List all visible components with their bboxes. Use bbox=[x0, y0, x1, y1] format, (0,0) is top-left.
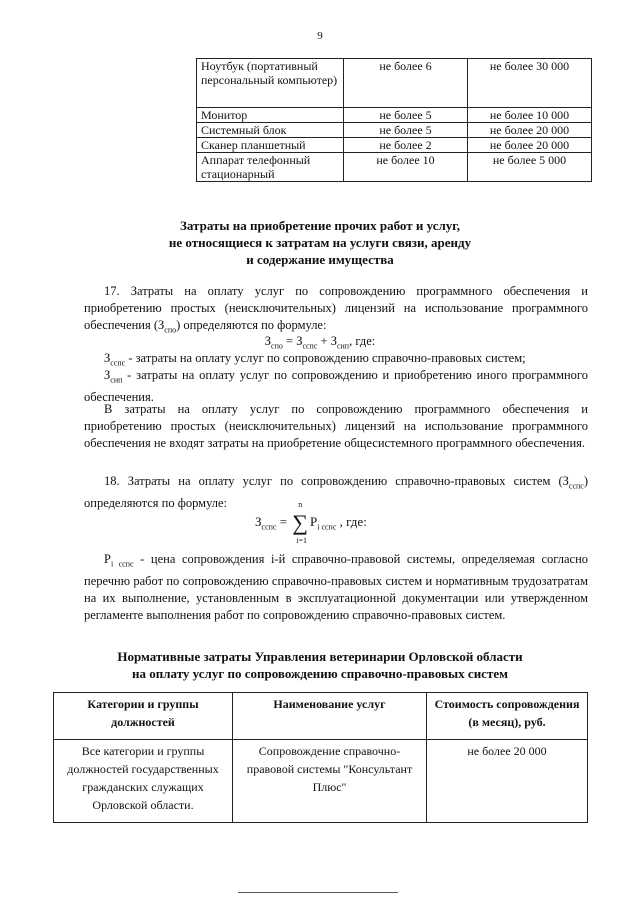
definition-price: $P_{i сспс}$ - цена сопровождения i-й справочно-правовой системы, определяемая согласно перечню работ по сопровождению справочно-правовых систем и нормативным трудозатратам на их выполнение, установленным в эксплуатационной документации или утвержденном регламенте выполнения работ по сопровождению справочно-правовых систем. bbox=[84, 552, 589, 622]
definition-sspc: $З_{сспс}$ - затраты на оплату услуг по сопровождению справочно-правовых систем; bbox=[104, 351, 526, 368]
section-title-line: и содержание имущества bbox=[246, 252, 394, 267]
column-header: Наименование услуг bbox=[233, 693, 427, 740]
equipment-price: не более 30 000 bbox=[468, 59, 592, 108]
formula-spo: $З_{спо} = З_{сспс} + З_{сип}$, где: bbox=[264, 334, 376, 351]
equipment-table bbox=[196, 58, 592, 182]
formula-sspc: $З_{сспс}$ = ∑ n i=1 $P_{i сспс}$ , где: bbox=[255, 500, 367, 545]
sum-icon: ∑ n i=1 bbox=[292, 500, 308, 545]
column-header: Категории и группы должностей bbox=[54, 693, 233, 740]
section-title-line: Нормативные затраты Управления ветеринарии Орловской области bbox=[117, 649, 523, 664]
equipment-name: Ноутбук (портативный персональный компьютер) bbox=[197, 59, 344, 108]
section-title-line: на оплату услуг по сопровождению справочно-правовых систем bbox=[132, 666, 508, 681]
section-title-other-services bbox=[0, 217, 640, 268]
page-number: 9 bbox=[317, 30, 323, 42]
table-row bbox=[197, 108, 592, 123]
table-cell: не более 20 000 bbox=[427, 740, 588, 823]
equipment-qty: не более 6 bbox=[344, 59, 468, 108]
table-row bbox=[54, 740, 588, 823]
equipment-price: не более 5 000 bbox=[468, 153, 592, 182]
section-title-line: не относящиеся к затратам на услуги связи, аренду bbox=[168, 235, 472, 250]
table-header-row bbox=[54, 693, 588, 740]
equipment-price: не более 10 000 bbox=[468, 108, 592, 123]
table-cell: Сопровождение справочно-правовой системы "Консультант Плюс" bbox=[233, 740, 427, 823]
paragraph-17: 17. Затраты на оплату услуг по сопровождению программного обеспечения и приобретению простых (неисключительных) лицензий на использование программного обеспечения $(З_{спо})$ определяются по формуле: bbox=[84, 284, 588, 335]
equipment-qty: не более 5 bbox=[344, 108, 468, 123]
table-row bbox=[197, 138, 592, 153]
definition-sip: $З_{сип}$ - затраты на оплату услуг по сопровождению и приобретению иного программного обеспечения. bbox=[84, 368, 588, 404]
equipment-price: не более 20 000 bbox=[468, 123, 592, 138]
column-header: Стоимость сопровождения (в месяц), руб. bbox=[427, 693, 588, 740]
equipment-price: не более 20 000 bbox=[468, 138, 592, 153]
equipment-name: Сканер планшетный bbox=[197, 138, 344, 153]
table-row bbox=[197, 123, 592, 138]
footer-divider bbox=[238, 892, 398, 893]
paragraph-18: 18. Затраты на оплату услуг по сопровождению справочно-правовых систем $(З_{сспс})$ определяются по формуле: bbox=[84, 474, 588, 510]
equipment-qty: не более 2 bbox=[344, 138, 468, 153]
table-row bbox=[197, 59, 592, 108]
equipment-qty: не более 10 bbox=[344, 153, 468, 182]
equipment-name: Системный блок bbox=[197, 123, 344, 138]
services-table bbox=[53, 692, 588, 823]
table-row bbox=[197, 153, 592, 182]
section-title-line: Затраты на приобретение прочих работ и услуг, bbox=[180, 218, 460, 233]
equipment-name: Монитор bbox=[197, 108, 344, 123]
section-title-normative-costs bbox=[0, 648, 640, 682]
table-cell: Все категории и группы должностей государственных гражданских служащих Орловской области. bbox=[54, 740, 233, 823]
equipment-name: Аппарат телефонный стационарный bbox=[197, 153, 344, 182]
equipment-qty: не более 5 bbox=[344, 123, 468, 138]
paragraph-note: В затраты на оплату услуг по сопровождению программного обеспечения и приобретению простых (неисключительных) лицензий на использование программного обеспечения не входят затраты на приобретение общесистемного программного обеспечения. bbox=[84, 402, 588, 450]
